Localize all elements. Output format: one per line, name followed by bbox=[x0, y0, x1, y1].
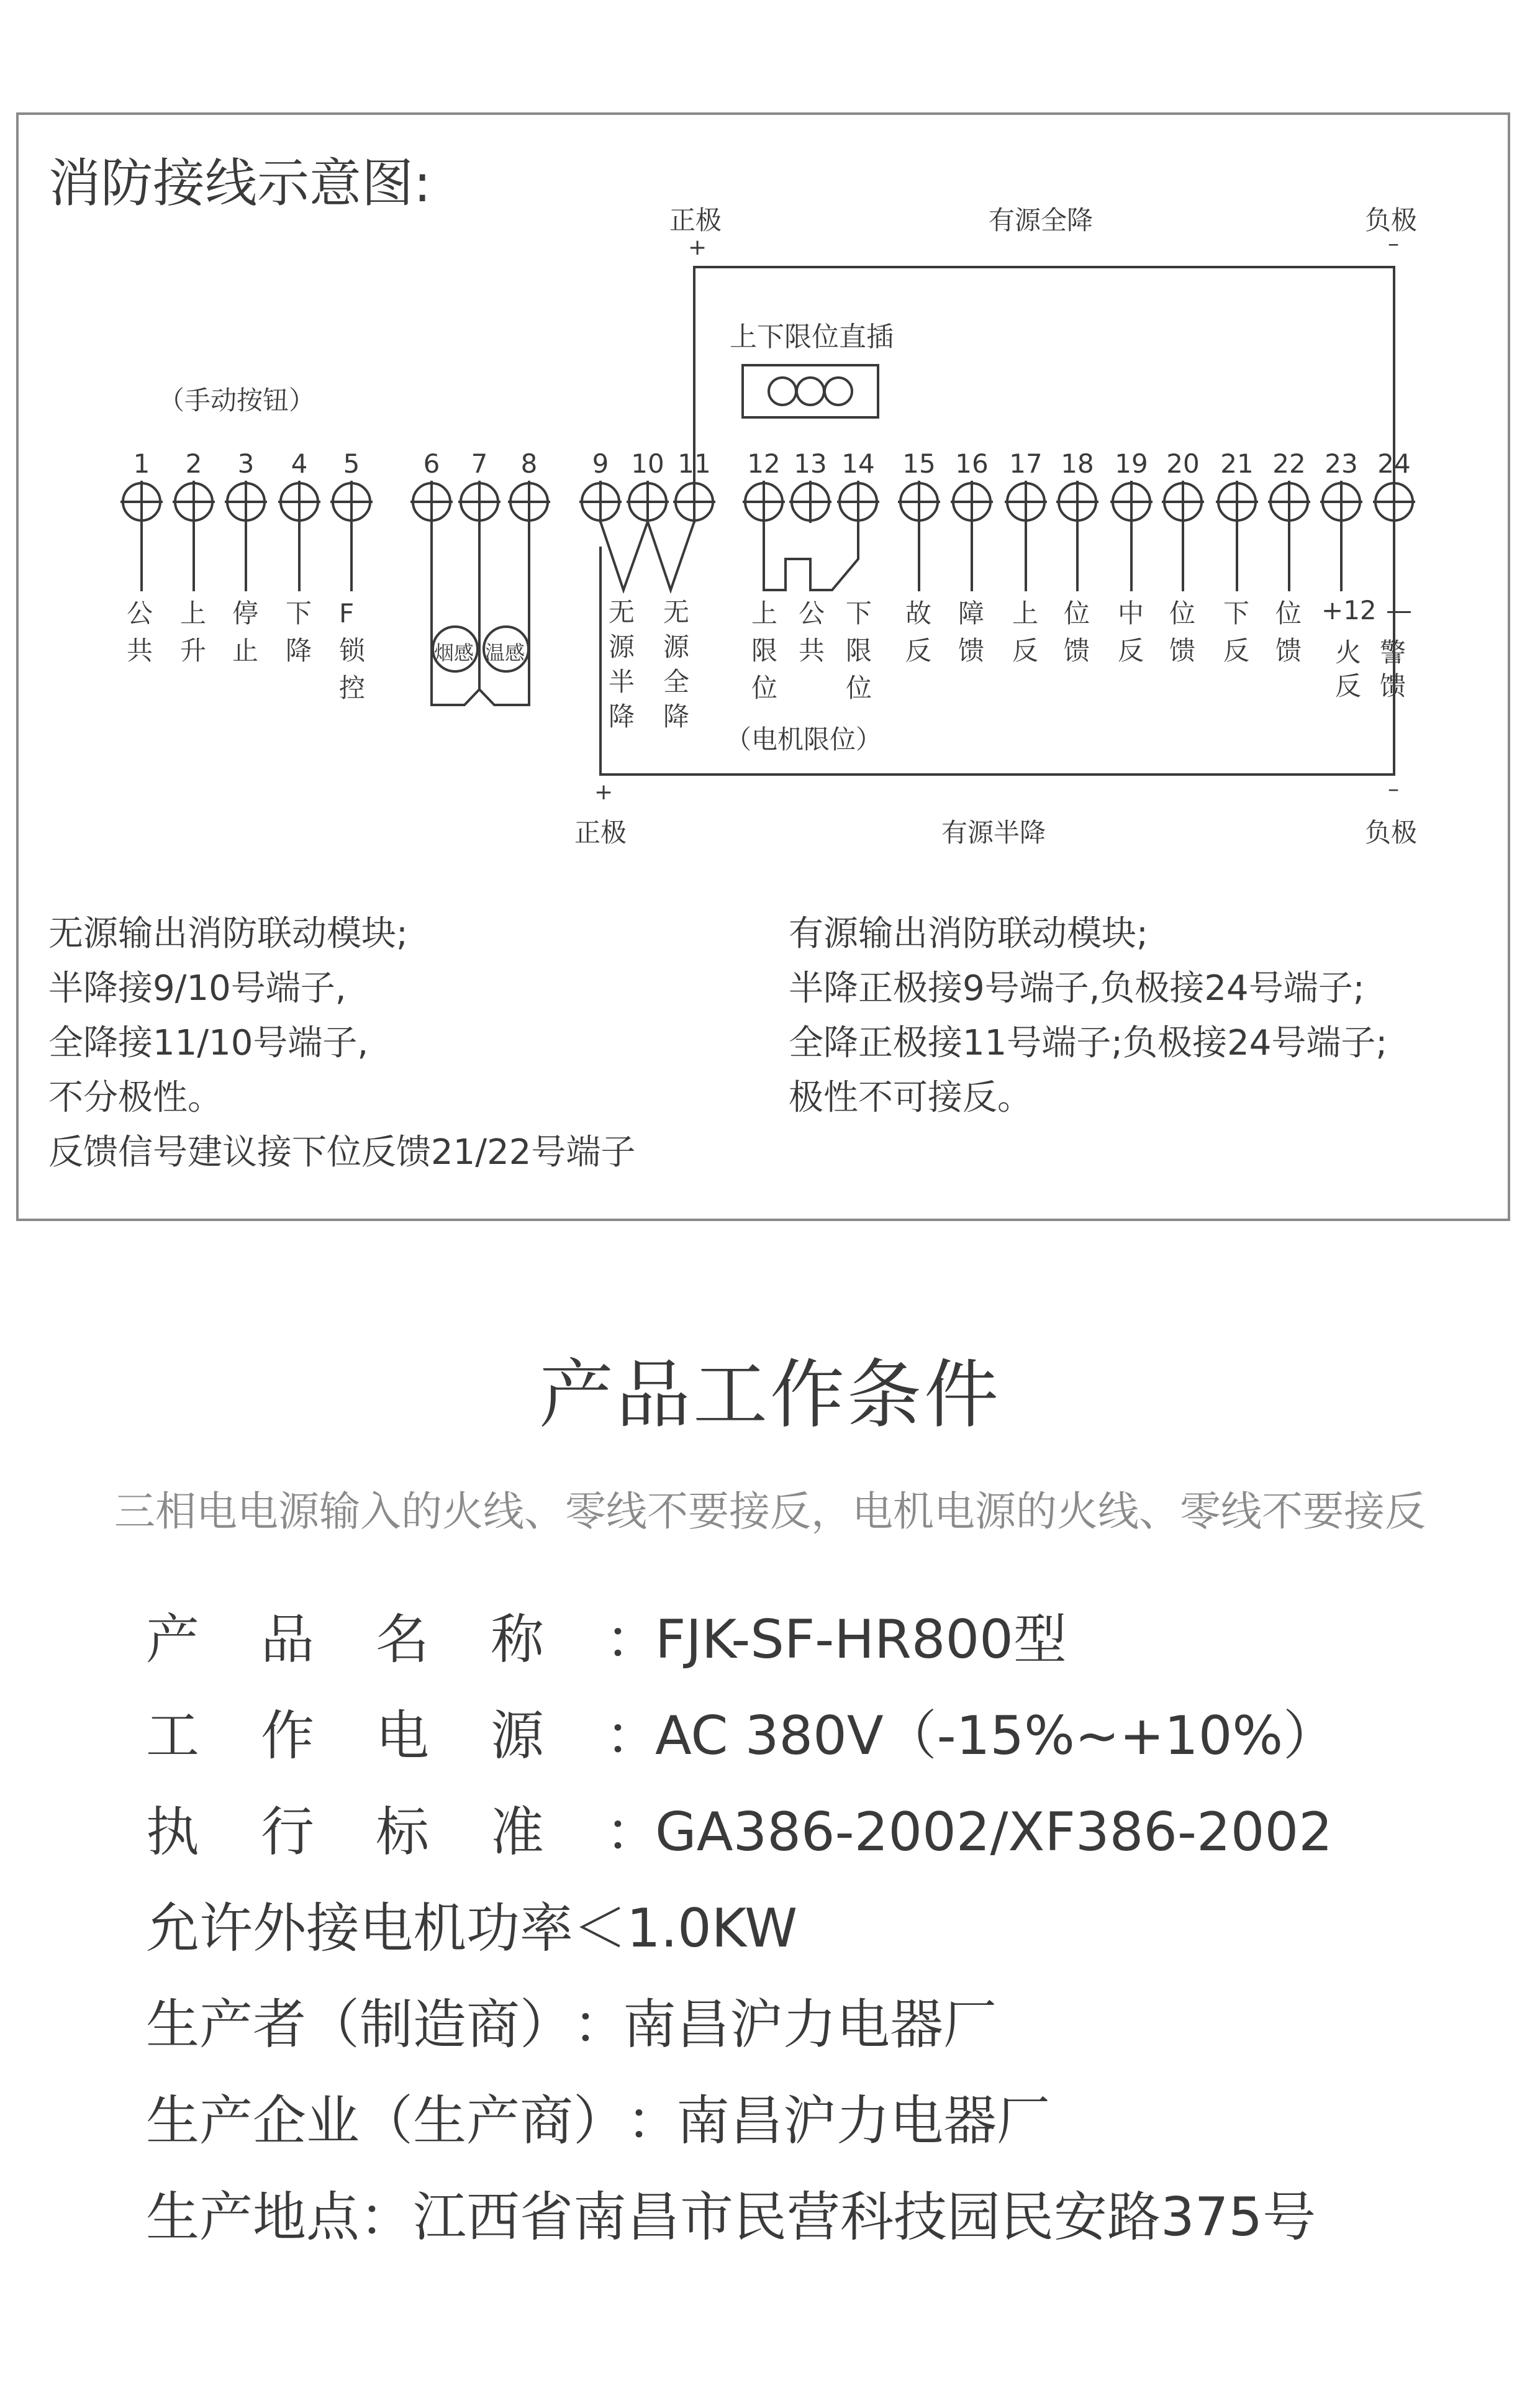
manual-button-label: （手动按钮） bbox=[158, 385, 315, 416]
bottom-negative-label: 负极 bbox=[1365, 817, 1418, 848]
smoke-sensor-label: 烟感 bbox=[434, 641, 474, 665]
terminal-23-icon bbox=[1320, 481, 1362, 523]
spec-key: 工 作 电 源 bbox=[146, 1705, 544, 1767]
terminal-14-label: 下限位 bbox=[846, 598, 872, 703]
terminal-number: 11 bbox=[677, 448, 711, 479]
terminal-2-label: 上升 bbox=[180, 598, 207, 666]
feedback-label: 位馈 bbox=[1064, 598, 1090, 666]
terminal-11-label: 无源全降 bbox=[663, 597, 690, 732]
top-active-full-label: 有源全降 bbox=[989, 205, 1094, 235]
feedback-label: 火 bbox=[1335, 637, 1362, 668]
note-line: 全降接11/10号端子, bbox=[48, 1023, 369, 1063]
motor-limit-wiring bbox=[764, 522, 858, 590]
terminal-21-icon bbox=[1216, 481, 1258, 523]
terminal-20-icon bbox=[1162, 481, 1204, 523]
spec-value: FJK-SF-HR800型 bbox=[655, 1609, 1067, 1671]
terminal-number: 4 bbox=[291, 448, 308, 479]
terminal-number: 18 bbox=[1061, 448, 1094, 479]
note-line: 全降正极接11号端子;负极接24号端子; bbox=[789, 1023, 1388, 1063]
terminals bbox=[120, 481, 1415, 523]
terminal-number: 1 bbox=[133, 448, 150, 479]
note-line: 无源输出消防联动模块; bbox=[48, 914, 408, 954]
feedback-label: 下反 bbox=[1223, 598, 1250, 666]
terminal-number: 5 bbox=[343, 448, 360, 479]
terminal-13-label: 公共 bbox=[799, 598, 825, 666]
feedback-label: 位馈 bbox=[1275, 598, 1302, 666]
feedback-label: 故反 bbox=[905, 598, 932, 666]
bottom-positive-label: 正极 bbox=[574, 817, 627, 848]
note-line: 不分极性。 bbox=[48, 1078, 222, 1118]
terminal-5-icon bbox=[330, 481, 373, 523]
terminal-5-label: F锁控 bbox=[339, 598, 366, 703]
feedback-label: 位馈 bbox=[1169, 598, 1196, 666]
note-line: 反馈信号建议接下位反馈21/22号端子 bbox=[48, 1132, 636, 1173]
terminal-number: 23 bbox=[1325, 448, 1358, 479]
terminal-12-icon bbox=[743, 481, 785, 523]
terminal-number: 24 bbox=[1377, 448, 1411, 479]
terminal-number: 8 bbox=[520, 448, 538, 479]
terminal-number: 10 bbox=[631, 448, 664, 479]
terminal-number: 22 bbox=[1272, 448, 1306, 479]
terminal-12-label: 上限位 bbox=[751, 598, 778, 703]
terminal-3-icon bbox=[225, 481, 267, 523]
diagram-title: 消防接线示意图: bbox=[48, 153, 432, 214]
note-line: 半降接9/10号端子, bbox=[48, 968, 346, 1009]
spec-key: 生产者（制造商） bbox=[146, 1994, 573, 2056]
terminal-number: 12 bbox=[747, 448, 781, 479]
terminal-16-icon bbox=[951, 481, 993, 523]
spec-value: GA386-2002/XF386-2002 bbox=[655, 1801, 1333, 1863]
spec-power-supply: 工 作 电 源 ：AC 380V（-15%~+10%） bbox=[146, 1699, 1336, 1773]
terminal-number: 20 bbox=[1166, 448, 1200, 479]
motor-limit-label: （电机限位） bbox=[725, 724, 882, 755]
feedback-label: 上反 bbox=[1012, 598, 1039, 666]
terminal-8-icon bbox=[508, 481, 550, 523]
terminal-19-icon bbox=[1110, 481, 1153, 523]
sensor-wiring bbox=[432, 522, 529, 705]
terminal-18-icon bbox=[1056, 481, 1098, 523]
feedback-label: 中反 bbox=[1118, 598, 1144, 666]
feedback-label: +12 bbox=[1321, 595, 1377, 625]
feedback-label: 障馈 bbox=[958, 598, 985, 666]
terminal-number: 15 bbox=[902, 448, 936, 479]
top-plus-sign: + bbox=[688, 235, 707, 260]
terminal-number: 6 bbox=[423, 448, 440, 479]
terminal-4-label: 下降 bbox=[286, 598, 312, 666]
bottom-plus-sign: + bbox=[594, 779, 614, 805]
terminal-7-icon bbox=[458, 481, 500, 523]
terminal-number: 16 bbox=[955, 448, 989, 479]
terminal-number: 7 bbox=[471, 448, 488, 479]
plug-pin-icon bbox=[797, 378, 824, 405]
spec-value: 南昌沪力电器厂 bbox=[623, 1994, 997, 2056]
plug-pin-icon bbox=[769, 378, 796, 405]
bottom-active-half-label: 有源半降 bbox=[941, 817, 1046, 848]
active-notes bbox=[789, 907, 1387, 1125]
spec-key: 产 品 名 称 bbox=[146, 1609, 544, 1671]
heat-sensor-label: 温感 bbox=[485, 641, 525, 665]
spec-value: 南昌沪力电器厂 bbox=[676, 2090, 1050, 2152]
terminal-number: 17 bbox=[1009, 448, 1043, 479]
terminal-stems bbox=[142, 520, 1394, 591]
terminal-4-icon bbox=[278, 481, 320, 523]
terminal-10-icon bbox=[627, 481, 669, 523]
terminal-15-icon bbox=[898, 481, 940, 523]
terminal-number: 21 bbox=[1220, 448, 1254, 479]
passive-notes bbox=[48, 907, 635, 1180]
spec-key: 执 行 标 准 bbox=[146, 1801, 544, 1863]
feedback-label: 警 bbox=[1380, 637, 1406, 668]
note-line: 有源输出消防联动模块; bbox=[789, 914, 1148, 954]
terminal-13-icon bbox=[789, 481, 831, 523]
conditions-heading: 产品工作条件 bbox=[539, 1352, 1001, 1438]
spec-value: AC 380V（-15%~+10%） bbox=[655, 1705, 1337, 1767]
note-line: 极性不可接反。 bbox=[789, 1078, 1032, 1118]
feedback-label: — bbox=[1386, 595, 1412, 625]
limit-plug-box bbox=[743, 365, 878, 417]
bottom-minus-sign: – bbox=[1388, 776, 1399, 802]
plug-pin-icon bbox=[825, 378, 852, 405]
spec-key: 生产企业（生产商） bbox=[146, 2090, 627, 2152]
note-line: 半降正极接9号端子,负极接24号端子; bbox=[789, 968, 1365, 1009]
terminal-number: 14 bbox=[841, 448, 875, 479]
terminal-14-icon bbox=[837, 481, 879, 523]
terminal-22-icon bbox=[1268, 481, 1310, 523]
spec-location: 生产地点：江西省南昌市民营科技园民安路375号 bbox=[146, 2186, 1316, 2248]
terminal-9-label: 无源半降 bbox=[609, 597, 635, 732]
terminal-9-icon bbox=[579, 481, 622, 523]
terminal-3-label: 停止 bbox=[232, 598, 259, 666]
spec-product-name: 产 品 名 称 ：FJK-SF-HR800型 bbox=[146, 1602, 1067, 1677]
feedback-label: 馈 bbox=[1380, 671, 1406, 701]
terminal-2-icon bbox=[173, 481, 215, 523]
terminal-number: 13 bbox=[794, 448, 827, 479]
spec-standard: 执 行 标 准 ：GA386-2002/XF386-2002 bbox=[146, 1795, 1333, 1869]
terminal-number: 9 bbox=[592, 448, 609, 479]
terminal-6-icon bbox=[410, 481, 453, 523]
terminal-24-icon bbox=[1373, 481, 1415, 523]
terminal-11-icon bbox=[673, 481, 715, 523]
passive-wiring bbox=[600, 522, 694, 590]
spec-motor-power: 允许外接电机功率＜1.0KW bbox=[146, 1897, 798, 1960]
terminal-1-label: 公共 bbox=[127, 598, 153, 666]
top-positive-label: 正极 bbox=[669, 205, 722, 235]
terminal-17-icon bbox=[1005, 481, 1047, 523]
conditions-subtitle: 三相电电源输入的火线、零线不要接反，电机电源的火线、零线不要接反 bbox=[114, 1488, 1426, 1535]
feedback-label: 反 bbox=[1335, 671, 1362, 701]
top-minus-sign: – bbox=[1388, 231, 1399, 257]
terminal-number: 3 bbox=[237, 448, 255, 479]
top-negative-label: 负极 bbox=[1365, 205, 1418, 235]
spec-producer: 生产企业（生产商）：南昌沪力电器厂 bbox=[146, 2084, 1050, 2158]
terminal-1-icon bbox=[120, 481, 163, 523]
terminal-number: 2 bbox=[185, 448, 202, 479]
spec-manufacturer: 生产者（制造商）：南昌沪力电器厂 bbox=[146, 1988, 997, 2062]
terminal-number: 19 bbox=[1115, 448, 1148, 479]
limit-plug-label: 上下限位直插 bbox=[730, 321, 894, 353]
